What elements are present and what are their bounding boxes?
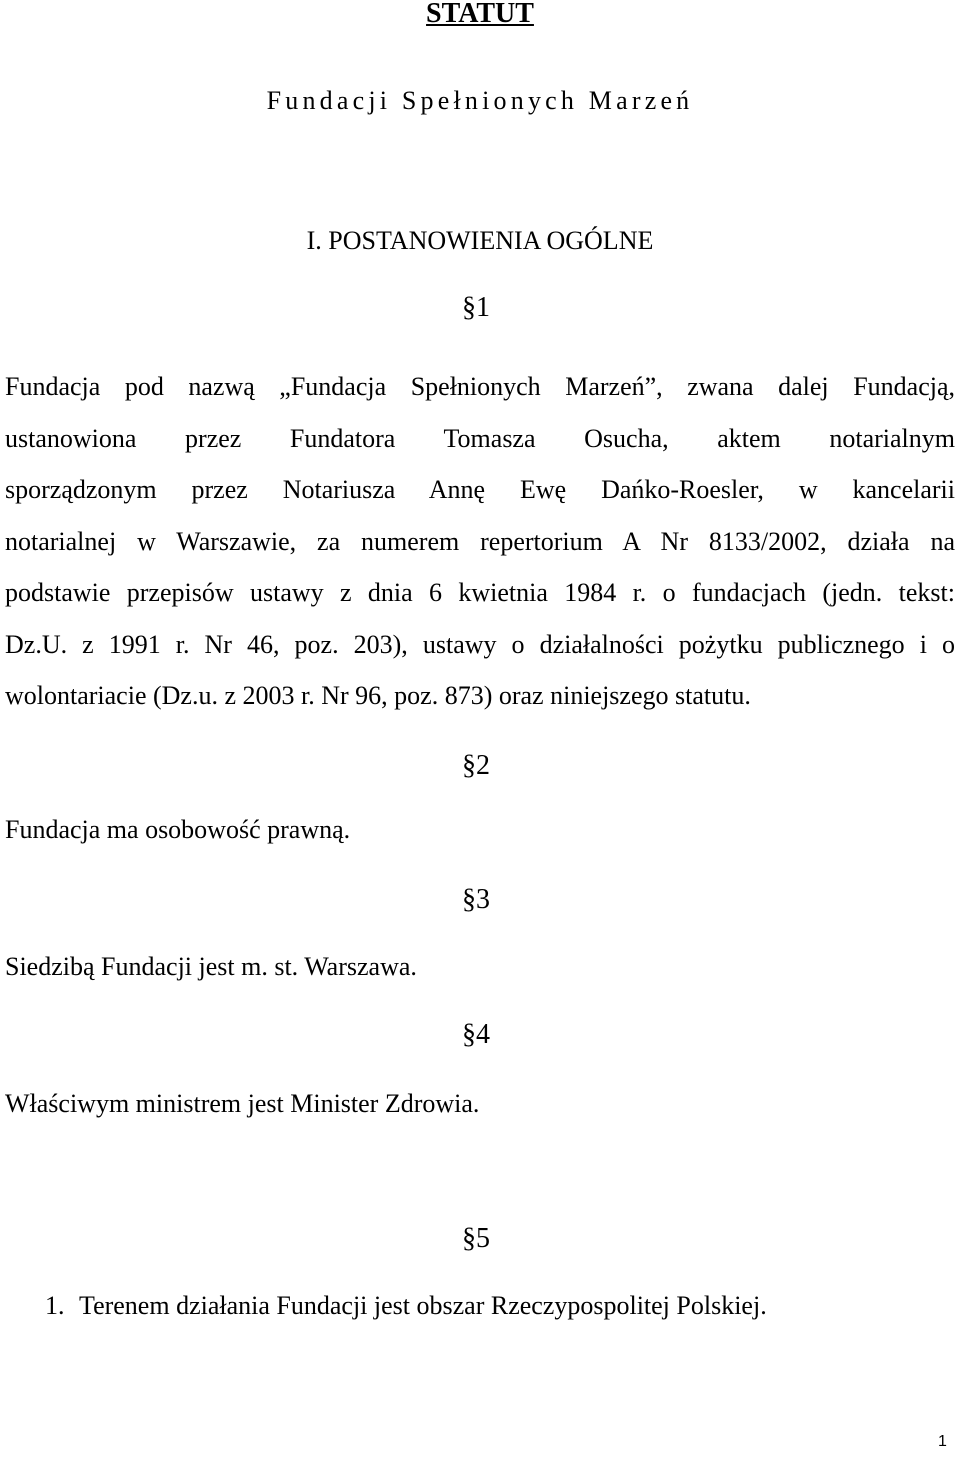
document-subtitle: Fundacji Spełnionych Marzeń [266, 86, 694, 115]
paragraph-sign-1: §1 [462, 292, 490, 323]
paragraph-1-line-6: Dz.U. z 1991 r. Nr 46, poz. 203), ustawy o działalności pożytku publicznego i o [5, 629, 955, 659]
page-number: 1 [938, 1433, 947, 1450]
paragraph-1-line-1: Fundacja pod nazwą „Fundacja Spełnionych Marzeń”, zwana dalej Fundacją, [5, 372, 955, 401]
paragraph-4-text: Właściwym ministrem jest Minister Zdrowia. [5, 1089, 480, 1118]
paragraph-sign-4: §4 [462, 1019, 490, 1050]
list-item-text: Terenem działania Fundacji jest obszar Rzeczypospolitej Polskiej. [79, 1291, 767, 1320]
section-heading: I. POSTANOWIENIA OGÓLNE [306, 226, 654, 255]
paragraph-2-text: Fundacja ma osobowość prawną. [5, 815, 351, 844]
list-item-number: 1. [45, 1291, 65, 1320]
paragraph-1-line-5: podstawie przepisów ustawy z dnia 6 kwietnia 1984 r. o fundacjach (jedn. tekst: [5, 578, 955, 607]
paragraph-1-line-3: sporządzonym przez Notariusza Annę Ewę Dańko-Roesler, w kancelarii [5, 475, 955, 504]
paragraph-sign-3: §3 [462, 884, 490, 915]
paragraph-3-text: Siedzibą Fundacji jest m. st. Warszawa. [5, 952, 417, 981]
paragraph-1-line-4: notarialnej w Warszawie, za numerem repertorium A Nr 8133/2002, działa na [5, 526, 955, 556]
paragraph-5-list-item-1 [45, 1290, 767, 1322]
paragraph-1-line-7: wolontariacie (Dz.u. z 2003 r. Nr 96, poz. 873) oraz niniejszego statutu. [5, 681, 751, 710]
document-title: STATUT [426, 0, 534, 29]
paragraph-sign-5: §5 [462, 1223, 490, 1254]
paragraph-sign-2: §2 [462, 750, 490, 781]
paragraph-1-line-2: ustanowiona przez Fundatora Tomasza Osucha, aktem notarialnym [5, 423, 955, 453]
paragraph-1-text [5, 361, 955, 722]
